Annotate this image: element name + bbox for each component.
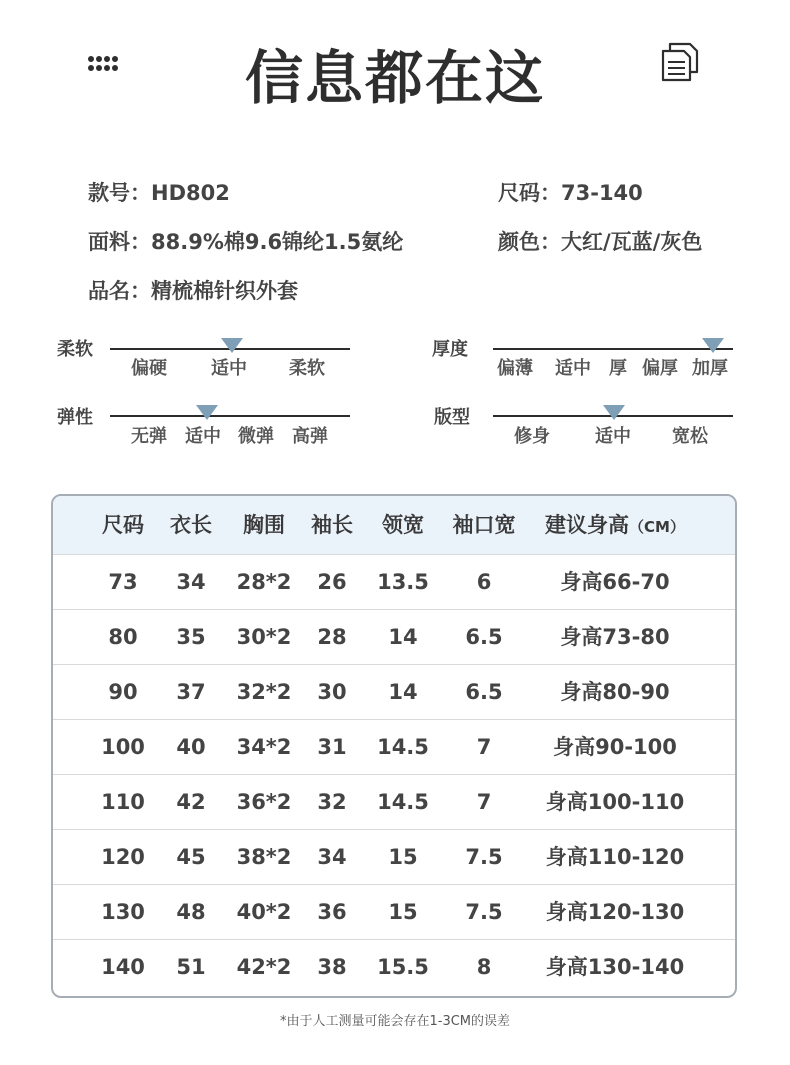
table-cell: 34*2	[236, 735, 292, 759]
table-header-cell: 衣长	[170, 513, 212, 537]
measurement-note: *由于人工测量可能会存在1-3CM的误差	[279, 1014, 511, 1029]
table-cell: 8	[476, 955, 492, 979]
softness-option: 适中	[211, 358, 247, 379]
table-row	[53, 774, 735, 830]
table-cell: 32*2	[236, 680, 292, 704]
table-header-cell: 尺码	[102, 513, 144, 537]
thickness-option: 偏厚	[642, 358, 678, 379]
table-cell: 36	[317, 900, 347, 924]
softness-marker	[221, 338, 243, 353]
thickness-scale-line	[493, 348, 733, 350]
table-cell: 120	[101, 845, 145, 869]
thickness-option: 偏薄	[497, 358, 533, 379]
table-row	[53, 664, 735, 720]
table-cell: 26	[317, 570, 347, 594]
table-cell: 80	[108, 625, 138, 649]
table-header-cell: 胸围	[243, 513, 285, 537]
page-title: 信息都在这	[244, 44, 545, 112]
thickness-marker	[702, 338, 724, 353]
info-name: 品名：精梳棉针织外套	[88, 279, 298, 303]
table-cell: 34	[176, 570, 206, 594]
table-cell: 6.5	[465, 625, 503, 649]
elasticity-option: 适中	[185, 426, 221, 447]
table-cell: 身高73-80	[560, 625, 670, 649]
fit-marker	[603, 405, 625, 420]
fit-option: 适中	[595, 426, 631, 447]
table-cell: 40*2	[236, 900, 292, 924]
table-cell: 110	[101, 790, 145, 814]
table-cell: 15	[388, 900, 418, 924]
info-color: 颜色：大红/瓦蓝/灰色	[498, 230, 703, 254]
thickness-option: 厚	[609, 358, 627, 379]
softness-option: 偏硬	[131, 358, 167, 379]
table-row	[53, 554, 735, 610]
table-cell: 身高66-70	[560, 570, 670, 594]
info-size: 尺码：73-140	[498, 181, 643, 205]
table-cell: 42	[176, 790, 206, 814]
table-cell: 13.5	[377, 570, 429, 594]
table-cell: 身高80-90	[560, 680, 670, 704]
table-row	[53, 719, 735, 775]
table-cell: 6.5	[465, 680, 503, 704]
elasticity-option: 高弹	[292, 426, 328, 447]
table-cell: 51	[176, 955, 206, 979]
elasticity-option: 无弹	[131, 426, 167, 447]
table-header-cell: 领宽	[382, 513, 424, 537]
table-cell: 90	[108, 680, 138, 704]
fit-option: 宽松	[672, 426, 708, 447]
table-cell: 7.5	[465, 845, 503, 869]
table-cell: 130	[101, 900, 145, 924]
documents-icon	[660, 42, 700, 82]
elasticity-marker	[196, 405, 218, 420]
table-cell: 73	[108, 570, 138, 594]
table-cell: 身高100-110	[545, 790, 685, 814]
table-cell: 6	[476, 570, 492, 594]
thickness-option: 适中	[555, 358, 591, 379]
table-cell: 14	[388, 680, 418, 704]
thickness-label: 厚度	[432, 339, 468, 360]
table-row	[53, 884, 735, 940]
table-cell: 100	[101, 735, 145, 759]
table-cell: 7	[476, 790, 492, 814]
table-cell: 身高110-120	[545, 845, 685, 869]
fit-option: 修身	[514, 426, 550, 447]
softness-option: 柔软	[289, 358, 325, 379]
table-cell: 15.5	[377, 955, 429, 979]
table-cell: 身高90-100	[553, 735, 677, 759]
elasticity-label: 弹性	[57, 407, 93, 428]
table-cell: 36*2	[236, 790, 292, 814]
table-header-cell: 袖口宽	[452, 513, 516, 537]
table-cell: 7.5	[465, 900, 503, 924]
info-fabric: 面料：88.9%棉9.6锦纶1.5氨纶	[88, 230, 404, 254]
table-cell: 身高120-130	[545, 900, 685, 924]
table-cell: 30	[317, 680, 347, 704]
table-row	[53, 829, 735, 885]
table-cell: 140	[101, 955, 145, 979]
table-cell: 15	[388, 845, 418, 869]
softness-label: 柔软	[57, 339, 93, 360]
table-header	[53, 496, 735, 554]
table-header-cell: 袖长	[311, 513, 353, 537]
table-cell: 32	[317, 790, 347, 814]
table-cell: 34	[317, 845, 347, 869]
table-cell: 35	[176, 625, 206, 649]
table-cell: 31	[317, 735, 347, 759]
size-table	[51, 494, 737, 998]
table-cell: 14.5	[377, 790, 429, 814]
table-cell: 38*2	[236, 845, 292, 869]
table-cell: 40	[176, 735, 206, 759]
table-cell: 38	[317, 955, 347, 979]
table-row	[53, 609, 735, 665]
table-row	[53, 939, 735, 995]
info-style-no: 款号：HD802	[88, 181, 230, 205]
thickness-option: 加厚	[692, 358, 728, 379]
table-cell: 14	[388, 625, 418, 649]
table-cell: 48	[176, 900, 206, 924]
table-cell: 28	[317, 625, 347, 649]
table-cell: 45	[176, 845, 206, 869]
table-cell: 30*2	[236, 625, 292, 649]
elasticity-scale-line	[110, 415, 350, 417]
table-header-cell: 建议身高（CM）	[545, 513, 685, 537]
table-cell: 身高130-140	[545, 955, 685, 979]
table-cell: 7	[476, 735, 492, 759]
table-cell: 37	[176, 680, 206, 704]
table-cell: 28*2	[236, 570, 292, 594]
elasticity-option: 微弹	[238, 426, 274, 447]
table-cell: 14.5	[377, 735, 429, 759]
fit-label: 版型	[434, 407, 470, 428]
table-cell: 42*2	[236, 955, 292, 979]
